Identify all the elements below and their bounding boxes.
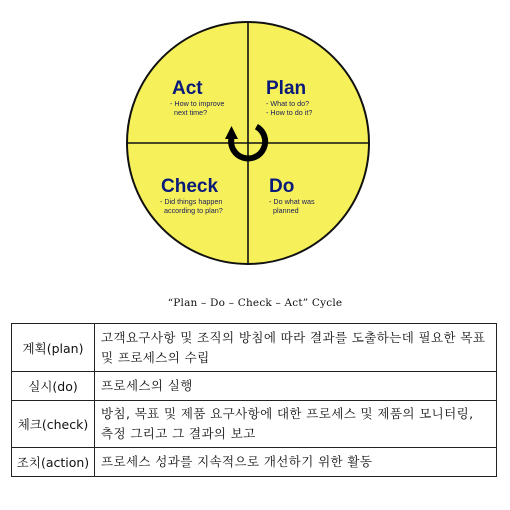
row-desc-do: 프로세스의 실행	[95, 372, 497, 401]
row-term-do: 실시(do)	[12, 372, 95, 401]
table-row-do	[12, 372, 497, 401]
table-row-action	[12, 448, 497, 477]
diagram-caption: “Plan – Do – Check – Act” Cycle	[167, 297, 343, 309]
quadrant-act-bullet-1: - How to improve	[170, 99, 225, 108]
quadrant-plan-title: Plan	[266, 78, 307, 99]
quadrant-act-bullet-2: next time?	[170, 108, 208, 117]
quadrant-check-bullet-1: - Did things happen	[160, 197, 223, 206]
quadrant-do-bullet-1: - Do what was	[269, 197, 315, 206]
quadrant-plan-bullet-1: - What to do?	[266, 99, 310, 108]
row-desc-plan: 고객요구사항 및 조직의 방침에 따라 결과를 도출하는데 필요한 목표 및 프로세스의 수립	[95, 324, 497, 372]
table-row-check	[12, 401, 497, 448]
row-term-plan: 계획(plan)	[12, 324, 95, 372]
quadrant-check-bullet-2: according to plan?	[160, 206, 223, 215]
table-row-plan	[12, 324, 497, 372]
row-term-action: 조치(action)	[12, 448, 95, 477]
row-desc-check: 방침, 목표 및 제품 요구사항에 대한 프로세스 및 제품의 모니터링, 측정 그리고 그 결과의 보고	[95, 401, 497, 448]
quadrant-do-bullet-2: planned	[269, 206, 299, 215]
quadrant-check-title: Check	[161, 176, 219, 197]
quadrant-do-title: Do	[269, 176, 295, 197]
pdca-definition-table	[11, 323, 497, 477]
quadrant-act-title: Act	[172, 78, 203, 99]
row-term-check: 체크(check)	[12, 401, 95, 448]
row-desc-action: 프로세스 성과를 지속적으로 개선하기 위한 활동	[95, 448, 497, 477]
quadrant-plan-bullet-2: - How to do it?	[266, 108, 313, 117]
